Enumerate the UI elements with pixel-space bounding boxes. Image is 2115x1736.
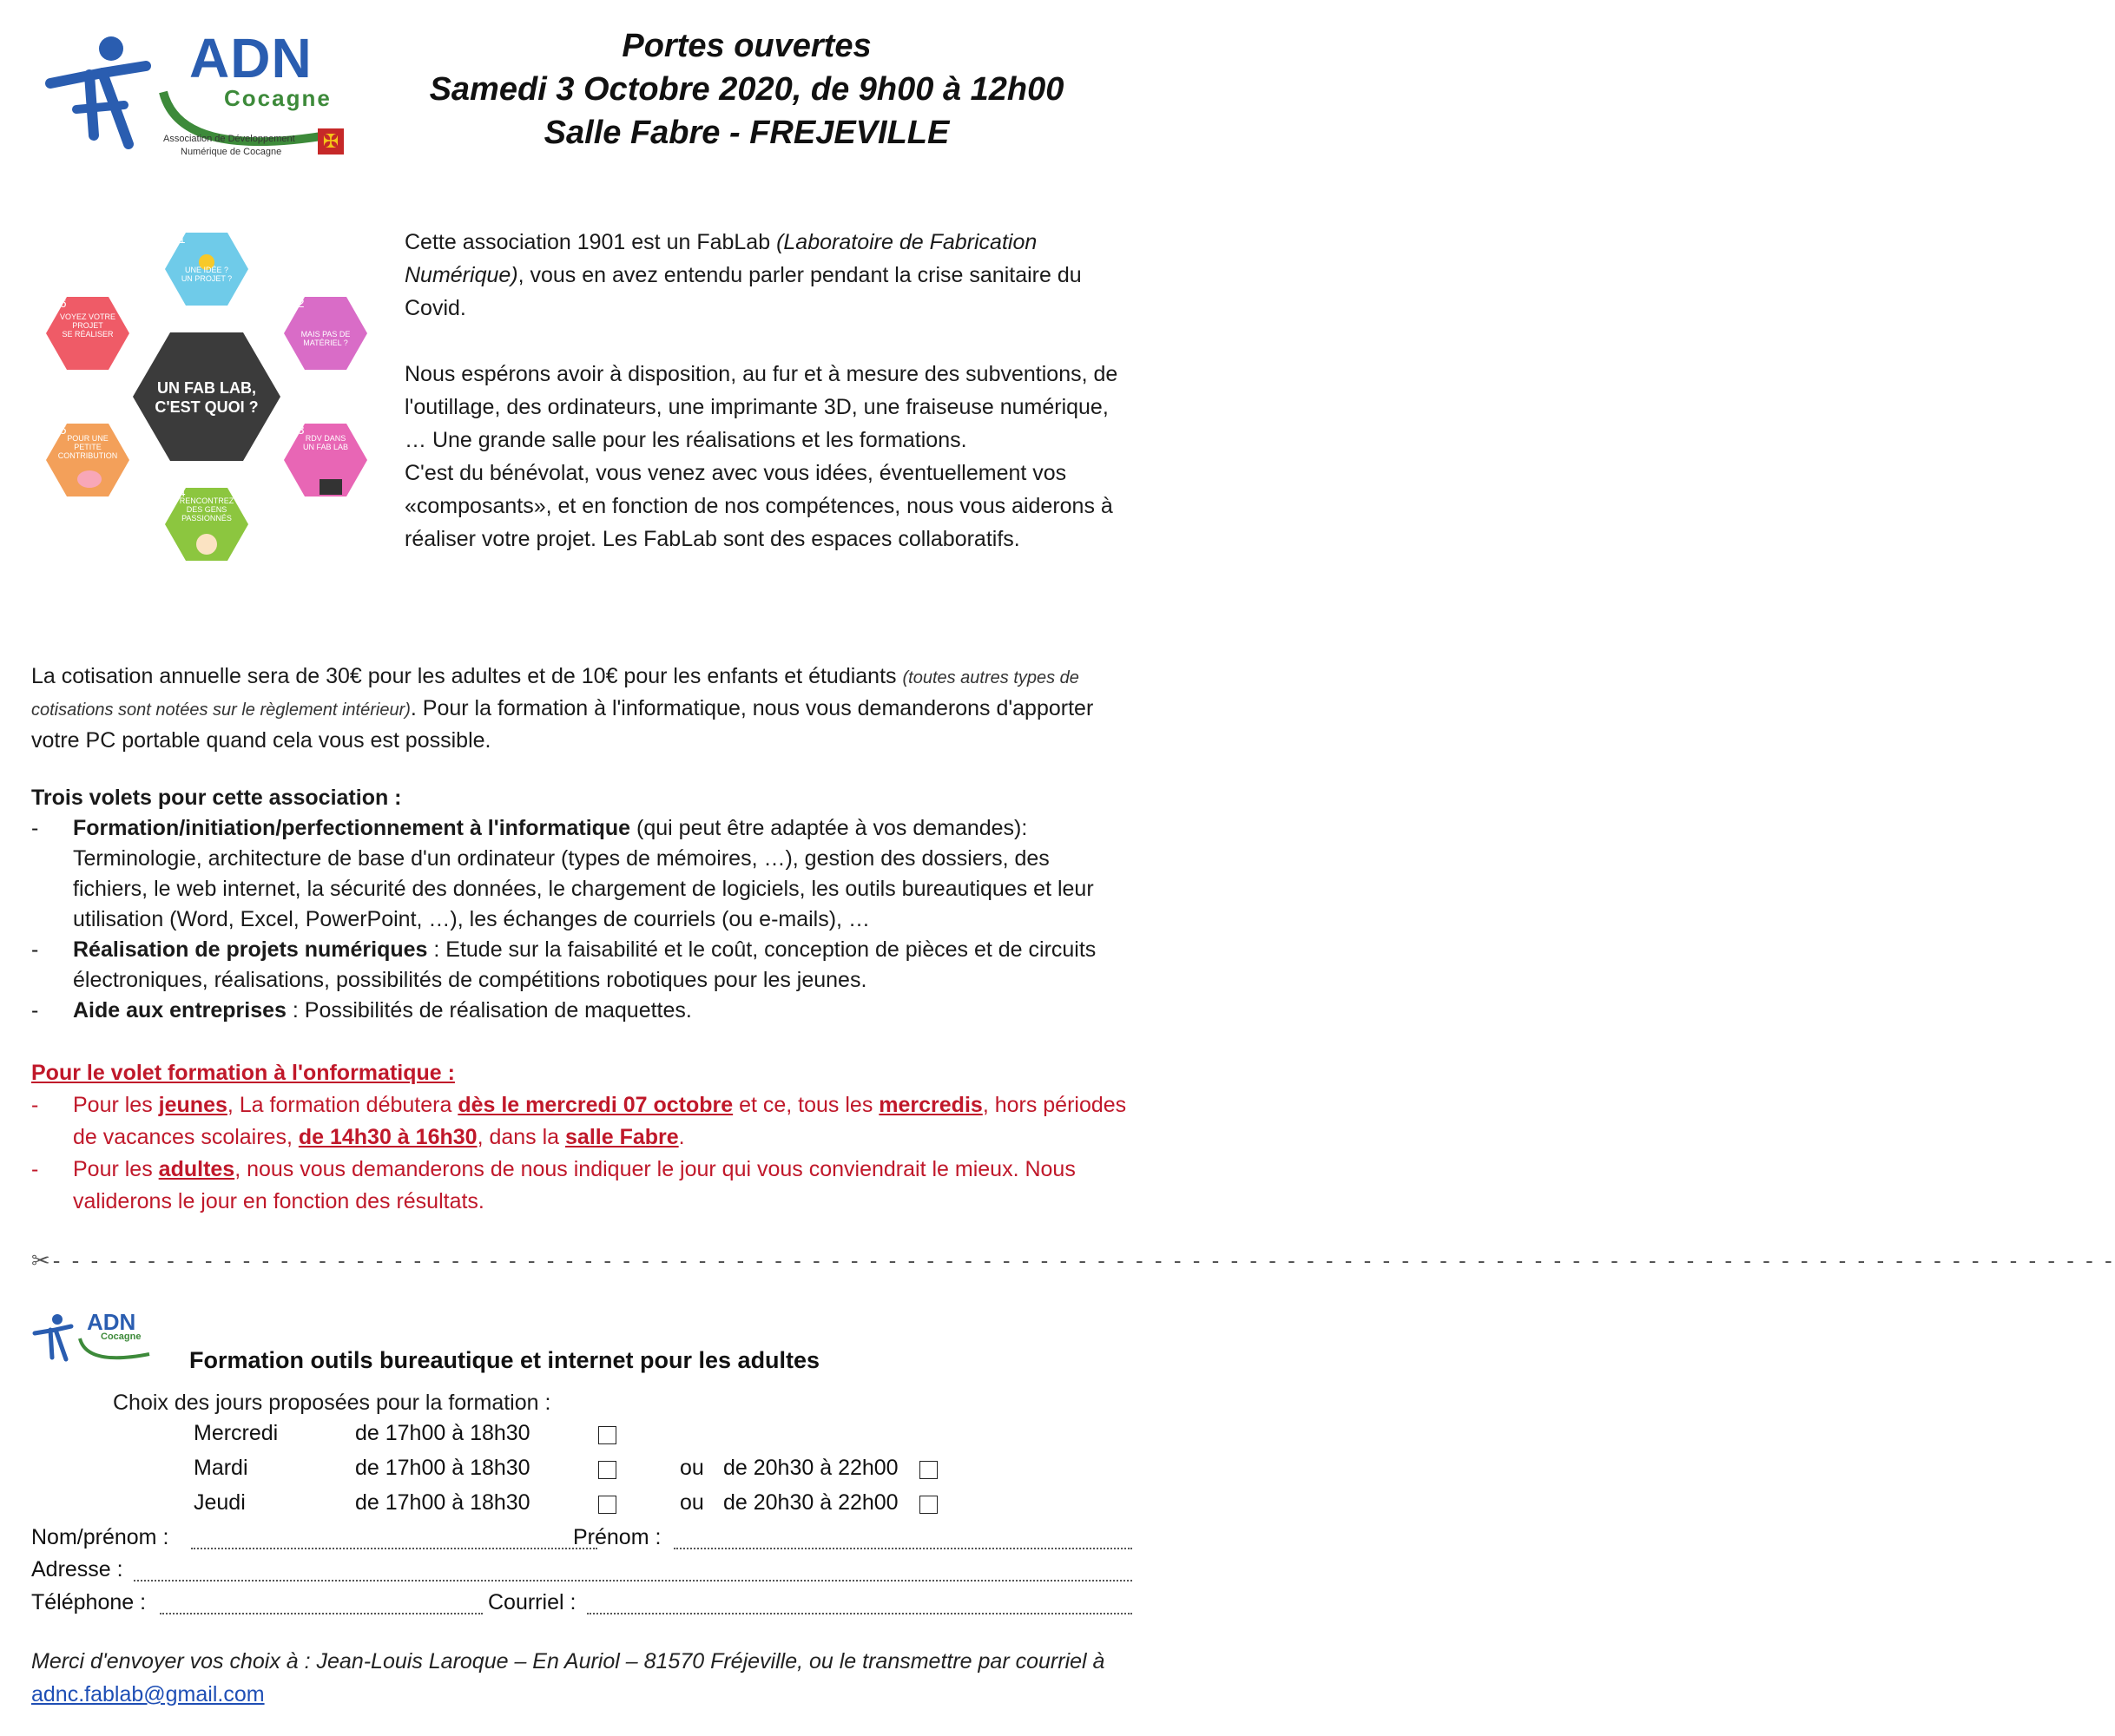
header-line-1: Portes ouvertes	[622, 28, 872, 64]
checkbox-mardi-17h[interactable]	[598, 1461, 616, 1479]
formation-item-jeunes: - Pour les jeunes, La formation débutera dès le mercredi 07 octobre et ce, tous les mercredis, hors périodes de vacances scolaires, de 14h30 à 16h30, dans la salle Fabre.	[31, 1093, 1127, 1149]
day-row-mardi: Mardi de 17h00 à 18h30 ou de 20h30 à 22h00	[194, 1456, 975, 1487]
field-row-adresse: Adresse :	[31, 1557, 1134, 1588]
prenom-field[interactable]	[674, 1532, 1132, 1549]
footer-note: Merci d'envoyer vos choix à : Jean-Louis Laroque – En Auriol – 81570 Fréjeville, ou le transmettre par courriel à adnc.fablab@gmail.com	[31, 1649, 1105, 1706]
telephone-field[interactable]	[160, 1597, 483, 1614]
formation-item-adultes: - Pour les adultes, nous vous demanderons de nous indiquer le jour qui vous conviendrait le mieux. Nous validerons le jour en fonction des résultats.	[31, 1157, 1076, 1213]
intro-text	[405, 226, 1125, 556]
step-05-label: 05 POUR UNE PETITE CONTRIBUTION	[53, 423, 118, 460]
form-choice-heading: Choix des jours proposées pour la formation :	[113, 1391, 551, 1415]
event-header	[347, 24, 1146, 155]
intro-paragraph-2: Nous espérons avoir à disposition, au fur et à mesure des subventions, de l'outillage, des ordinateurs, une imprimante 3D, une fraiseuse numérique, … Une grande salle pour les réalisations et les formations.	[405, 362, 1118, 452]
header-line-2: Samedi 3 Octobre 2020, de 9h00 à 12h00	[429, 71, 1064, 108]
step-06-label: 06 VOYEZ VOTRE PROJET SE RÉALISER	[53, 296, 115, 339]
adresse-field[interactable]	[134, 1564, 1132, 1581]
step-01-label: 01 UNE IDÉE ? UN PROJET ?	[172, 232, 233, 283]
cotisation-paragraph: La cotisation annuelle sera de 30€ pour les adultes et de 10€ pour les enfants et étudiants (toutes autres types de cotisations sont notées sur le règlement intérieur). Pour la formation à l'informatique, nous vous demanderons d'apporter votre PC portable quand cela vous est possible.	[31, 664, 1094, 753]
day-row-mercredi: Mercredi de 17h00 à 18h30	[194, 1421, 975, 1452]
email-link[interactable]: adnc.fablab@gmail.com	[31, 1682, 265, 1706]
form-title: Formation outils bureautique et internet pour les adultes	[189, 1347, 820, 1373]
logo-brand: ADN	[189, 27, 313, 89]
volets-section	[31, 783, 1130, 1026]
nom-field[interactable]	[191, 1532, 597, 1549]
courriel-field[interactable]	[587, 1597, 1132, 1614]
step-02-label: 02 MAIS PAS DE MATÉRIEL ?	[291, 296, 351, 347]
intro-paragraph-1: Cette association 1901 est un FabLab (Laboratoire de Fabrication Numérique), vous en avez entendu parler pendant la crise sanitaire du Covid.	[405, 230, 1082, 320]
volets-heading: Trois volets pour cette association :	[31, 786, 402, 810]
checkbox-jeudi-20h[interactable]	[919, 1496, 938, 1514]
header-line-3: Salle Fabre - FREJEVILLE	[544, 115, 950, 151]
volet-item: - Aide aux entreprises : Possibilités de réalisation de maquettes.	[31, 998, 692, 1023]
intro-paragraph-3: C'est du bénévolat, vous venez avec vous idées, éventuellement vos «composants», et en fonction de nos compétences, nous vous aiderons à réaliser votre projet. Les FabLab sont des espaces collaboratifs.	[405, 461, 1113, 551]
cut-line: ✂- - - - - - - - - - - - - - - - - - - - - - - - - - - - - - - - - - - - - - - - - - - - - - - - - - - - - - - - - - - - - - - - - - - - - - - - - - - - - - - - - - - - - - - - - - - - - - - - - - - - - - - - - - - - -	[31, 1247, 2115, 1273]
fablab-infographic	[42, 227, 380, 583]
step-04-label: 04 RENCONTREZ DES GENS PASSIONNÉS	[172, 485, 234, 523]
adn-logo-small: ADN Cocagne	[31, 1312, 153, 1368]
volet-item: - Réalisation de projets numériques : Etude sur la faisabilité et le coût, conception de pièces et de circuits électroniques, réalisations, possibilités de compétitions robotiques pour les jeunes.	[31, 937, 1097, 992]
adn-logo	[42, 27, 346, 170]
formation-section	[31, 1057, 1130, 1218]
field-row-nom: Nom/prénom : Prénom :	[31, 1525, 1134, 1556]
logo-line2: Numérique de Cocagne	[181, 147, 282, 157]
logo-sub: Cocagne	[224, 85, 332, 111]
formation-heading: Pour le volet formation à l'onformatique :	[31, 1061, 455, 1085]
checkbox-mercredi-17h[interactable]	[598, 1426, 616, 1444]
field-row-telephone: Téléphone : Courriel :	[31, 1590, 1134, 1621]
volet-item: - Formation/initiation/perfectionnement à l'informatique (qui peut être adaptée à vos demandes): Terminologie, architecture de base d'un ordinateur (types de mémoires, …), gestion des dossiers, des fichiers, le web internet, la sécurité des données, le chargement de logiciels, les outils bureautiques et leur utilisation (Word, Excel, PowerPoint, …), les échanges de courriels (ou e-mails), …	[31, 816, 1094, 931]
checkbox-jeudi-17h[interactable]	[598, 1496, 616, 1514]
day-row-jeudi: Jeudi de 17h00 à 18h30 ou de 20h30 à 22h00	[194, 1490, 975, 1522]
occitan-cross-icon: ✠	[318, 128, 344, 155]
step-03-label: 03 RDV DANS UN FAB LAB	[291, 423, 349, 451]
infographic-center-label: UN FAB LAB, C'EST QUOI ?	[155, 379, 259, 416]
logo-line1: Association de Développement	[163, 134, 295, 144]
checkbox-mardi-20h[interactable]	[919, 1461, 938, 1479]
